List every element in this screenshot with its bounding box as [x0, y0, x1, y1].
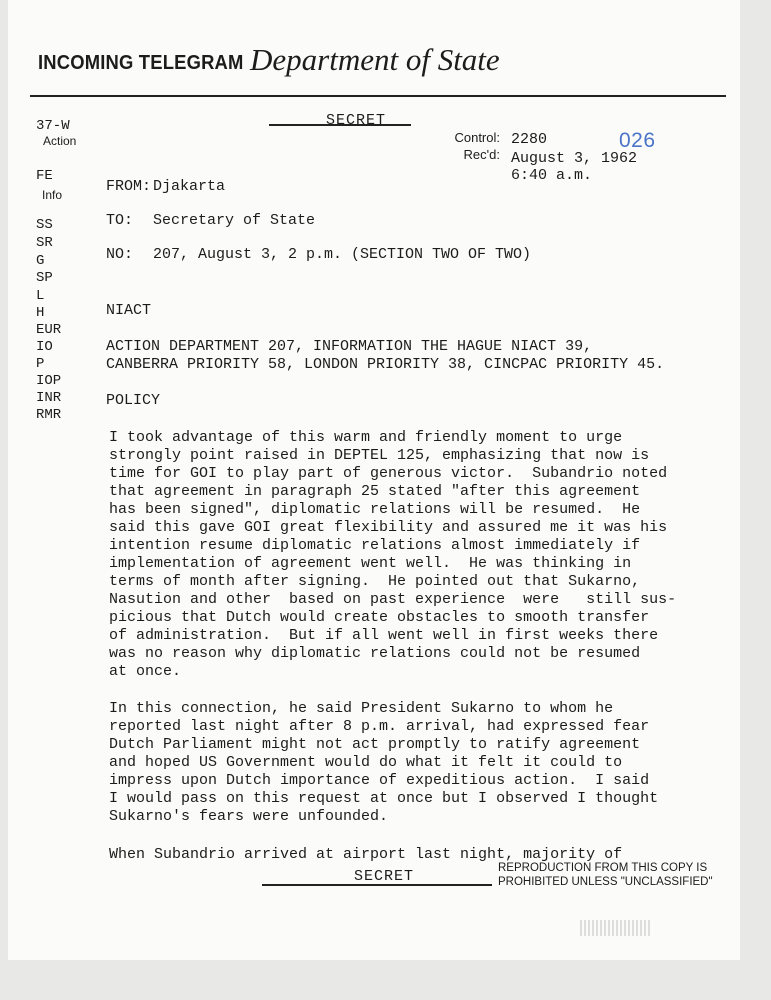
to-value: Secretary of State	[153, 212, 316, 229]
body-line: said this gave GOI great flexibility and assured me it was his	[109, 519, 668, 536]
body-line: terms of month after signing. He pointed out that Sukarno,	[109, 573, 641, 590]
routing-code: H	[36, 305, 45, 321]
control-stamp-number: 026	[619, 129, 656, 152]
action-label: Action	[43, 134, 77, 148]
routing-code: RMR	[36, 407, 62, 423]
reproduction-notice	[498, 861, 713, 889]
body-line: I took advantage of this warm and friendly moment to urge	[109, 429, 623, 446]
routing-code: EUR	[36, 322, 62, 338]
body-line: reported last night after 8 p.m. arrival, had expressed fear	[109, 718, 650, 735]
body-line: intention resume diplomatic relations almost immediately if	[109, 537, 641, 554]
routing-code: IO	[36, 339, 53, 355]
body-line: In this connection, he said President Sukarno to whom he	[109, 700, 614, 717]
body-line: Nasution and other based on past experience were still sus-	[109, 591, 677, 608]
action-line: ACTION DEPARTMENT 207, INFORMATION THE HAGUE NIACT 39,	[106, 338, 593, 355]
action-line: CANBERRA PRIORITY 58, LONDON PRIORITY 38, CINCPAC PRIORITY 45.	[106, 356, 665, 373]
routing-code: P	[36, 356, 45, 372]
precedence: NIACT	[106, 302, 152, 319]
routing-code: IOP	[36, 373, 62, 389]
classification-top: SECRET	[326, 112, 387, 129]
body-line: was no reason why diplomatic relations could not be resumed	[109, 645, 641, 662]
body-line: impress upon Dutch importance of expeditious action. I said	[109, 772, 650, 789]
reproduction-notice-line: REPRODUCTION FROM THIS COPY IS	[498, 862, 708, 874]
subject: POLICY	[106, 392, 161, 409]
body-line: time for GOI to play part of generous victor. Subandrio noted	[109, 465, 668, 482]
routing-code: INR	[36, 390, 62, 406]
body-line: Sukarno's fears were unfounded.	[109, 808, 389, 825]
department-title: Department of State	[250, 42, 500, 77]
info-label: Info	[42, 188, 63, 202]
routing-code: L	[36, 288, 45, 304]
from-label: FROM:	[106, 178, 152, 195]
body-line: at once.	[109, 663, 182, 680]
routing-code: G	[36, 253, 45, 269]
received-time: 6:40 a.m.	[511, 167, 593, 184]
control-label: Control:	[454, 130, 500, 145]
to-label: TO:	[106, 212, 134, 229]
routing-code: SP	[36, 270, 53, 286]
received-date: August 3, 1962	[511, 150, 638, 167]
body-line: When Subandrio arrived at airport last night, majority of	[109, 846, 623, 863]
body-line: and hoped US Government would do what it felt it could to	[109, 754, 623, 771]
header-rule	[30, 95, 726, 97]
body-line: Dutch Parliament might not act promptly to ratify agreement	[109, 736, 641, 753]
body-line: implementation of agreement went well. He was thinking in	[109, 555, 632, 572]
number-value: 207, August 3, 2 p.m. (SECTION TWO OF TWO)	[153, 246, 532, 263]
number-label: NO:	[106, 246, 134, 263]
routing-code: SS	[36, 217, 53, 233]
action-code: 37-W	[36, 118, 70, 134]
body-line: I would pass on this request at once but I observed I thought	[109, 790, 659, 807]
control-value: 2280	[511, 131, 548, 148]
classification-bottom: SECRET	[354, 868, 415, 885]
received-label: Rec'd:	[463, 147, 500, 162]
ink-smudge	[580, 920, 650, 936]
body-line: has been signed", diplomatic relations will be resumed. He	[109, 501, 641, 518]
body-line: strongly point raised in DEPTEL 125, emphasizing that now is	[109, 447, 650, 464]
bleed-through-mark	[340, 2, 348, 17]
body-line: of administration. But if all went well in first weeks there	[109, 627, 659, 644]
body-line: that agreement in paragraph 25 stated "after this agreement	[109, 483, 641, 500]
reproduction-notice-line: PROHIBITED UNLESS "UNCLASSIFIED"	[498, 876, 713, 888]
body-line: picious that Dutch would create obstacles to smooth transfer	[109, 609, 650, 626]
fe-code: FE	[36, 168, 53, 184]
from-value: Djakarta	[153, 178, 226, 195]
routing-code: SR	[36, 235, 53, 251]
incoming-telegram-title: INCOMING TELEGRAM	[38, 52, 244, 74]
